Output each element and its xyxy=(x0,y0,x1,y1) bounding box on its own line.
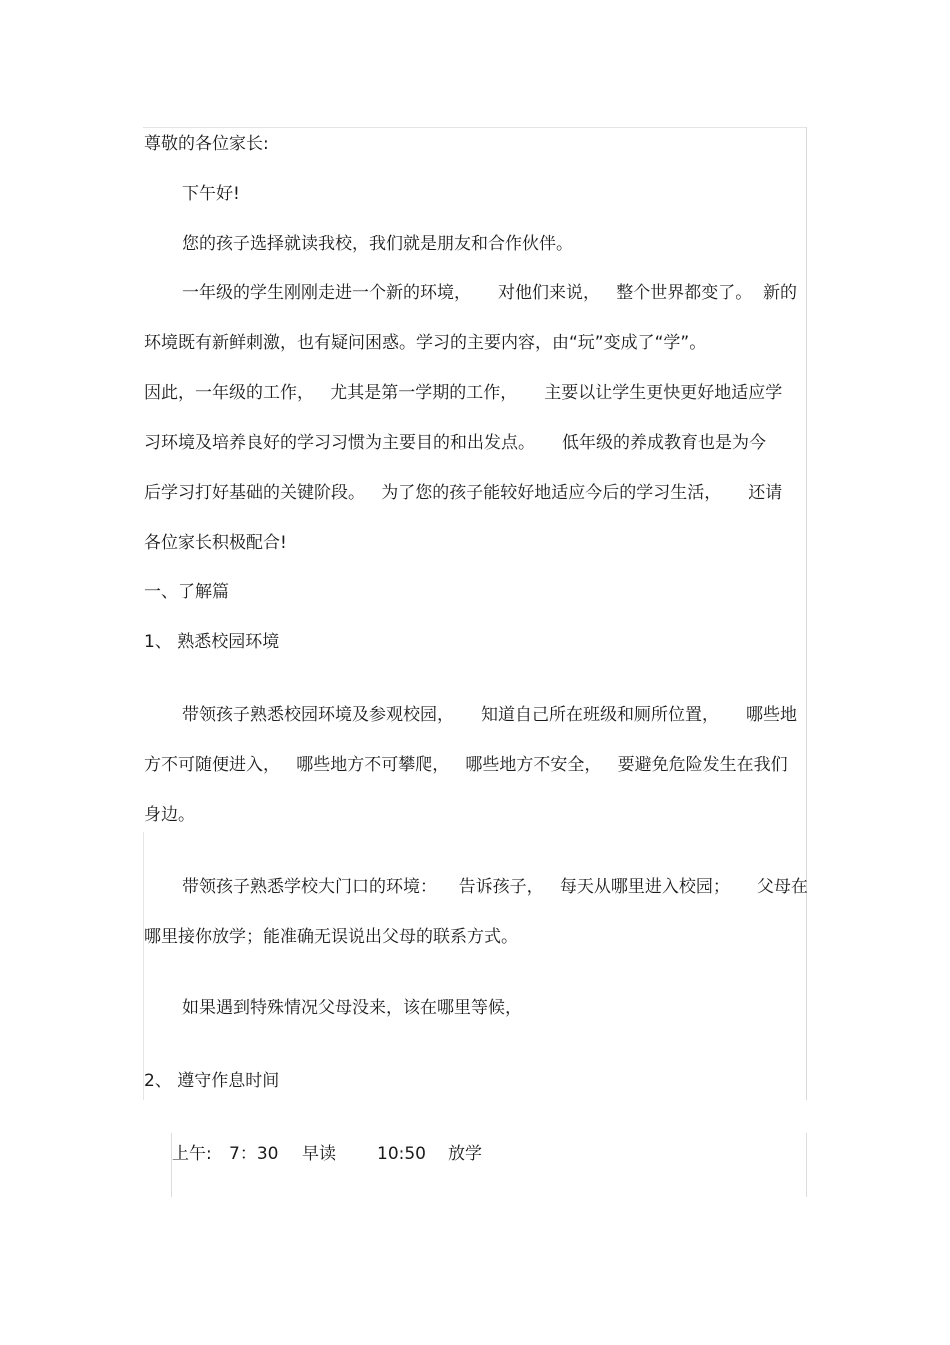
para1-line: 习环境及培养良好的学习习惯为主要目的和出发点。 低年级的养成教育也是为今 xyxy=(144,433,767,453)
item1-para1-line: 身边。 xyxy=(144,805,195,825)
para1-line: 一年级的学生刚刚走进一个新的环境， 对他们来说， 整个世界都变了。 新的 xyxy=(182,283,798,303)
schedule-label: 上午: xyxy=(172,1144,212,1164)
hello-line: 下午好! xyxy=(182,184,240,204)
item1-para1-line: 方不可随便进入， 哪些地方不可攀爬， 哪些地方不安全， 要避免危险发生在我们 xyxy=(144,755,788,775)
item1-para2-line: 带领孩子熟悉学校大门口的环境： 告诉孩子， 每天从哪里进入校园； 父母在 xyxy=(182,877,808,897)
intro-line: 您的孩子选择就读我校，我们就是朋友和合作伙伴。 xyxy=(182,234,573,254)
para1-line: 环境既有新鲜刺激，也有疑问困惑。学习的主要内容，由“玩”变成了“学”。 xyxy=(144,333,707,353)
schedule-activity1: 早读 xyxy=(302,1144,336,1164)
item1-para3: 如果遇到特殊情况父母没来，该在哪里等候， xyxy=(182,998,522,1018)
item1-para2-line: 哪里接你放学；能准确无误说出父母的联系方式。 xyxy=(144,927,518,947)
para1-line: 因此，一年级的工作， 尤其是第一学期的工作， 主要以让学生更快更好地适应学 xyxy=(144,383,783,403)
schedule-time1: 7：30 xyxy=(229,1144,279,1164)
schedule-time2: 10:50 xyxy=(377,1144,426,1164)
item1-para1-line: 带领孩子熟悉校园环境及参观校园， 知道自己所在班级和厕所位置， 哪些地 xyxy=(182,705,798,725)
item1-title: 1、 熟悉校园环境 xyxy=(144,632,280,652)
item2-title: 2、 遵守作息时间 xyxy=(144,1071,280,1091)
schedule-box-right xyxy=(806,1133,807,1197)
greeting: 尊敬的各位家长: xyxy=(144,134,269,154)
page-frame-right xyxy=(806,127,807,1100)
page-frame-left xyxy=(143,832,144,1100)
schedule-activity2: 放学 xyxy=(448,1144,482,1164)
section-heading: 一、了解篇 xyxy=(144,582,229,602)
para1-line: 后学习打好基础的关键阶段。 为了您的孩子能较好地适应今后的学习生活， 还请 xyxy=(144,483,783,503)
para1-line: 各位家长积极配合! xyxy=(144,533,287,553)
page-frame-top xyxy=(143,127,807,128)
